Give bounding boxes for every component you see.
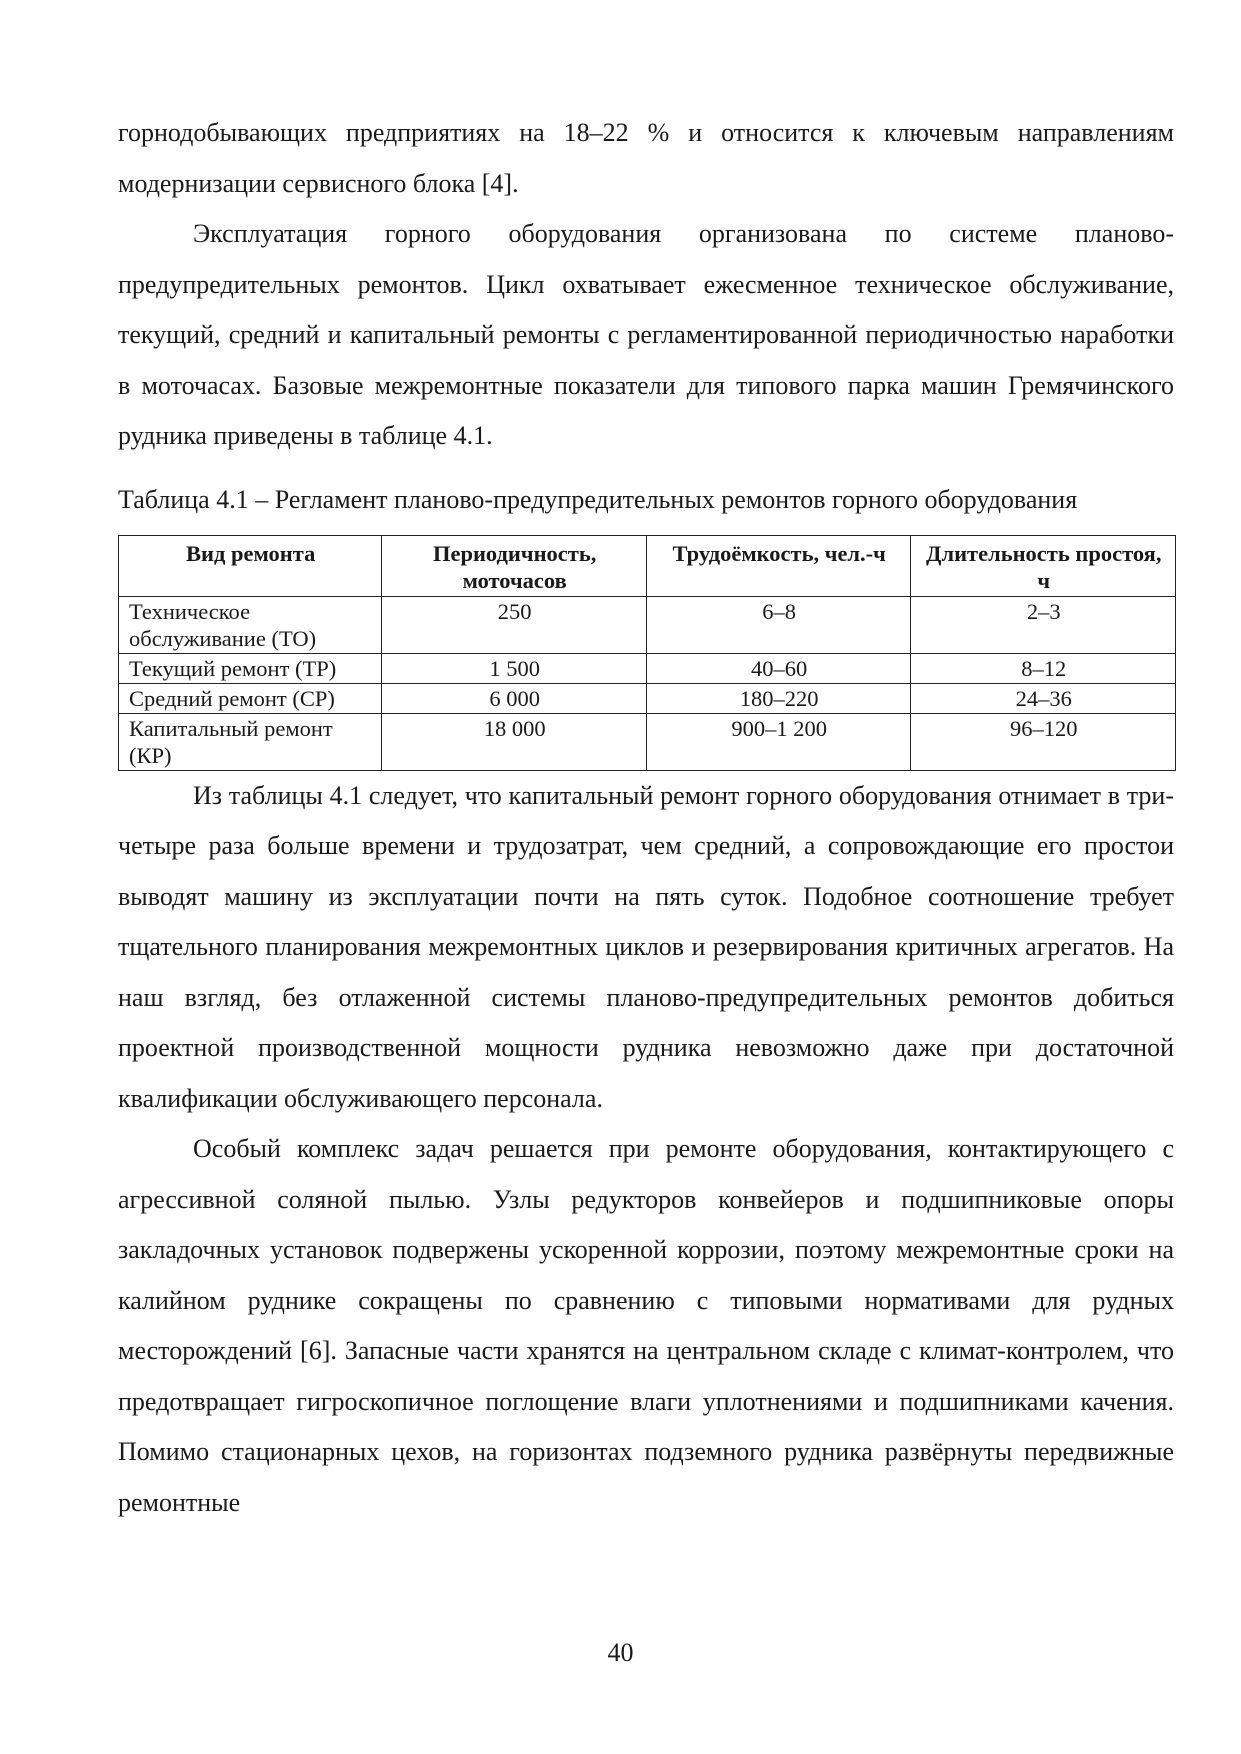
cell-labor: 40–60 xyxy=(646,653,911,683)
page-number: 40 xyxy=(607,1638,634,1667)
table-row xyxy=(119,683,1176,713)
cell-periodicity: 1 500 xyxy=(382,653,647,683)
cell-periodicity: 6 000 xyxy=(382,683,647,713)
cell-labor: 900–1 200 xyxy=(646,713,911,770)
table-caption: Таблица 4.1 – Регламент планово-предупредительных ремонтов горного оборудования xyxy=(118,484,1078,514)
header-downtime: Длительность простоя, ч xyxy=(911,535,1176,596)
cell-periodicity: 250 xyxy=(382,596,647,653)
table-row xyxy=(119,653,1176,683)
paragraph-maintenance-system: Эксплуатация горного оборудования организована по системе планово-предупредительных ремонтов. Цикл охватывает ежесменное техническое обслуживание, текущий, средний и капитальный ремонты с регламентированной периодичностью наработки в моточасах. Базовые межремонтные показатели для типового парка машин Гремячинского рудника приведены в таблице 4.1. xyxy=(118,219,1174,450)
cell-downtime: 2–3 xyxy=(911,596,1176,653)
cell-downtime: 96–120 xyxy=(911,713,1176,770)
cell-labor: 6–8 xyxy=(646,596,911,653)
header-repair-type: Вид ремонта xyxy=(119,535,382,596)
table-row xyxy=(119,596,1176,653)
cell-repair-type: Средний ремонт (СР) xyxy=(119,683,382,713)
header-periodicity: Периодичность, моточасов xyxy=(382,535,647,596)
paragraph-salt-dust: Особый комплекс задач решается при ремонте оборудования, контактирующего с агрессивной соляной пылью. Узлы редукторов конвейеров и подшипниковые опоры закладочных установок подвержены ускоренной коррозии, поэтому межремонтные сроки на калийном руднике сокращены по сравнению с типовыми нормативами для рудных месторождений [6]. Запасные части хранятся на центральном складе с климат-контролем, что предотвращает гигроскопичное поглощение влаги уплотнениями и подшипниками качения. Помимо стационарных цехов, на горизонтах подземного рудника развёрнуты передвижные ремонтные xyxy=(118,1134,1174,1517)
document-page xyxy=(118,108,1174,1528)
paragraph-table-analysis: Из таблицы 4.1 следует, что капитальный ремонт горного оборудования отнимает в три-четыре раза больше времени и трудозатрат, чем средний, а сопровождающие его простои выводят машину из эксплуатации почти на пять суток. Подобное соотношение требует тщательного планирования межремонтных циклов и резервирования критичных агрегатов. На наш взгляд, без отлаженной системы планово-предупредительных ремонтов добиться проектной производственной мощности рудника невозможно даже при достаточной квалификации обслуживающего персонала. xyxy=(118,780,1174,1113)
header-labor-intensity: Трудоёмкость, чел.-ч xyxy=(646,535,911,596)
cell-repair-type: Капитальный ремонт (КР) xyxy=(119,713,382,770)
paragraph-continuation: горнодобывающих предприятиях на 18–22 % и относится к ключевым направлениям модернизации сервисного блока [4]. xyxy=(118,118,1174,198)
cell-repair-type: Текущий ремонт (ТР) xyxy=(119,653,382,683)
table-header-row xyxy=(119,535,1176,596)
cell-periodicity: 18 000 xyxy=(382,713,647,770)
cell-labor: 180–220 xyxy=(646,683,911,713)
cell-repair-type: Техническое обслуживание (ТО) xyxy=(119,596,382,653)
table-row xyxy=(119,713,1176,770)
cell-downtime: 8–12 xyxy=(911,653,1176,683)
cell-downtime: 24–36 xyxy=(911,683,1176,713)
maintenance-schedule-table xyxy=(118,535,1176,771)
